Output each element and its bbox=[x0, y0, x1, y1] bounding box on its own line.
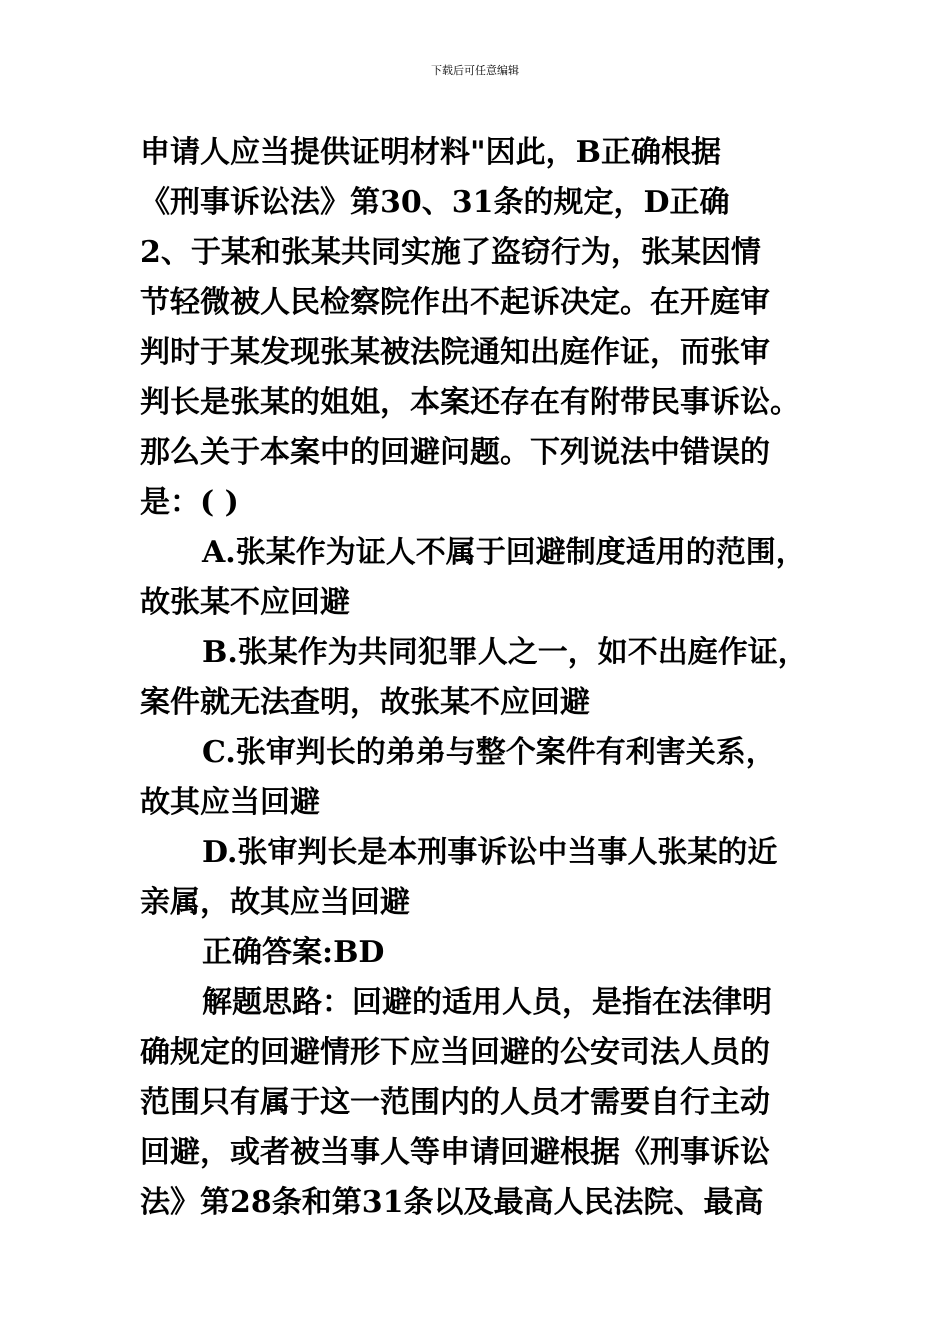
question-line: 2、于某和张某共同实施了盗窃行为，张某因情 bbox=[140, 235, 761, 270]
question-line: 判时于某发现张某被法院通知出庭作证，而张审 bbox=[140, 335, 770, 370]
explanation-line: 法》第28条和第31条以及最高人民法院、最高 bbox=[140, 1185, 764, 1220]
explanation-line: 回避，或者被当事人等申请回避根据《刑事诉讼 bbox=[140, 1135, 770, 1170]
question-line: 是：( ) bbox=[140, 485, 239, 520]
option-d: D.张审判长是本刑事诉讼中当事人张某的近 bbox=[202, 835, 778, 870]
question-line: 那么关于本案中的回避问题。下列说法中错误的 bbox=[140, 435, 770, 470]
explanation-line: 范围只有属于这一范围内的人员才需要自行主动 bbox=[140, 1085, 770, 1120]
option-b-cont: 案件就无法查明，故张某不应回避 bbox=[140, 685, 590, 720]
question-line: 判长是张某的姐姐，本案还存在有附带民事诉讼。 bbox=[140, 385, 800, 420]
page-header: 下载后可任意编辑 bbox=[431, 64, 519, 77]
document-body bbox=[140, 128, 830, 1228]
explanation-line: 确规定的回避情形下应当回避的公安司法人员的 bbox=[140, 1035, 770, 1070]
text-line: 申请人应当提供证明材料"因此，B正确根据 bbox=[140, 135, 721, 170]
option-c-cont: 故其应当回避 bbox=[140, 785, 320, 820]
option-a: A.张某作为证人不属于回避制度适用的范围， bbox=[202, 535, 806, 570]
question-line: 节轻微被人民检察院作出不起诉决定。在开庭审 bbox=[140, 285, 770, 320]
option-b: B.张某作为共同犯罪人之一，如不出庭作证， bbox=[202, 635, 808, 670]
explanation-line: 解题思路：回避的适用人员，是指在法律明 bbox=[202, 985, 772, 1020]
option-d-cont: 亲属，故其应当回避 bbox=[140, 885, 410, 920]
option-c: C.张审判长的弟弟与整个案件有利害关系， bbox=[202, 735, 776, 770]
option-a-cont: 故张某不应回避 bbox=[140, 585, 350, 620]
correct-answer: 正确答案:BD bbox=[202, 935, 385, 970]
text-line: 《刑事诉讼法》第30、31条的规定，D正确 bbox=[140, 185, 730, 220]
